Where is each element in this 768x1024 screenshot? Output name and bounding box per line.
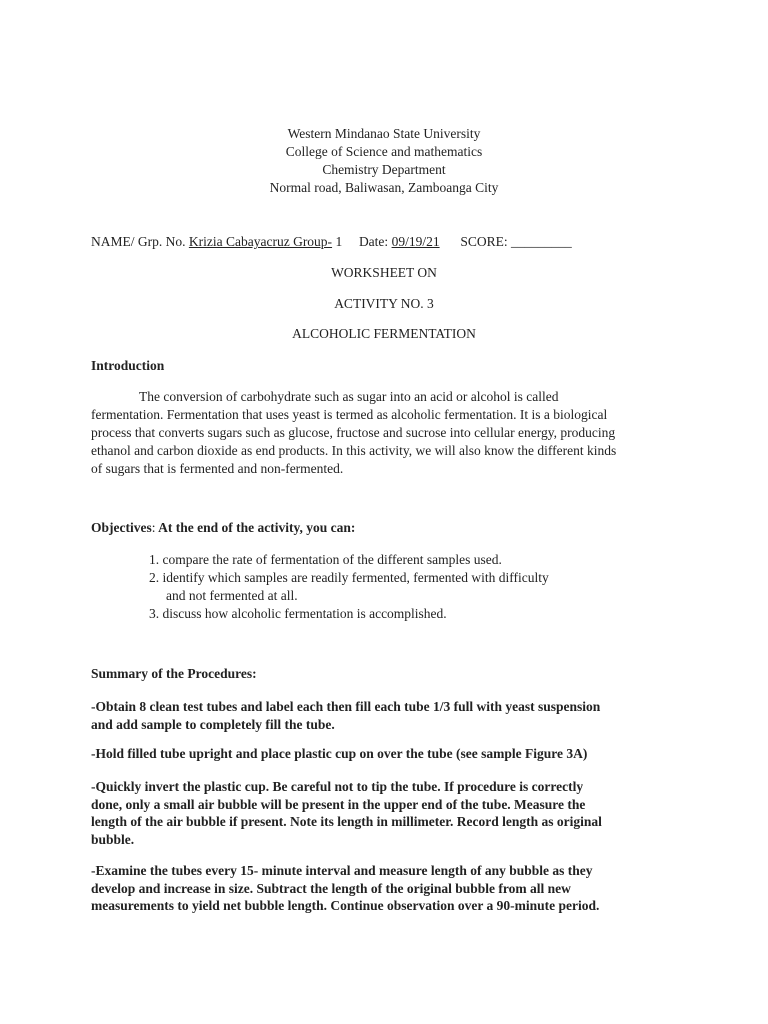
objective-item-1: 1. compare the rate of fermentation of the different samples used. [149, 552, 502, 567]
student-info-line [91, 234, 572, 250]
subject-title: ALCOHOLIC FERMENTATION [292, 326, 476, 341]
procedure-step-2 [91, 745, 587, 763]
worksheet-title: WORKSHEET ON [331, 265, 437, 280]
name-label: NAME/ Grp. No. [91, 234, 186, 249]
department-name: Chemistry Department [322, 162, 446, 177]
objectives-label: Objectives [91, 520, 152, 535]
objective-item-3: 3. discuss how alcoholic fermentation is accomplished. [149, 606, 447, 621]
university-address: Normal road, Baliwasan, Zamboanga City [269, 180, 499, 195]
name-value: Krizia Cabayacruz Group- [188, 234, 333, 249]
procedure-step-2-line-1: -Hold filled tube upright and place plastic cup on over the tube (see sample Figure 3A) [91, 746, 588, 761]
procedure-step-4-line-3: measurements to yield net bubble length. Continue observation over a 90-minute period. [91, 898, 600, 913]
procedure-step-4-line-1: -Examine the tubes every 15- minute interval and measure length of any bubble as they [91, 863, 593, 878]
activity-title: ACTIVITY NO. 3 [334, 296, 434, 311]
procedure-step-4-line-2: develop and increase in size. Subtract the length of the original bubble from all new [91, 880, 571, 896]
objective-item-2: 2. identify which samples are readily fermented, fermented with difficulty [149, 570, 549, 585]
intro-line-5: of sugars that is fermented and non-fermented. [91, 461, 344, 476]
introduction-heading: Introduction [91, 358, 165, 373]
objectives-colon: : [151, 520, 156, 535]
objective-item-2-cont: and not fermented at all. [166, 588, 298, 603]
procedure-step-3 [91, 778, 602, 848]
procedure-step-3-line-1: -Quickly invert the plastic cup. Be careful not to tip the tube. If procedure is correctly [91, 779, 584, 794]
date-value: 09/19/21 [391, 234, 440, 249]
intro-line-1: The conversion of carbohydrate such as sugar into an acid or alcohol is called [139, 389, 559, 404]
intro-line-2: fermentation. Fermentation that uses yeast is termed as alcoholic fermentation. It is a biological [91, 407, 608, 422]
group-number: 1 [335, 234, 343, 249]
university-name: Western Mindanao State University [287, 126, 481, 141]
procedures-heading: Summary of the Procedures: [91, 666, 257, 681]
procedure-step-3-line-3: length of the air bubble if present. Note its length in millimeter. Record length as original [91, 814, 602, 829]
date-label: Date: [358, 234, 389, 249]
objectives-heading [91, 520, 355, 536]
procedure-step-1-line-2: and add sample to completely fill the tube. [91, 716, 335, 732]
intro-line-3: process that converts sugars such as glucose, fructose and sucrose into cellular energy, producing [91, 425, 616, 440]
procedure-step-1-line-1: -Obtain 8 clean test tubes and label each then fill each tube 1/3 full with yeast suspension [91, 699, 601, 714]
procedure-step-4 [91, 862, 599, 915]
score-blank: _________ [510, 234, 572, 249]
score-label: SCORE: [460, 234, 508, 249]
procedure-step-3-line-2: done, only a small air bubble will be present in the upper end of the tube. Measure the [91, 796, 586, 812]
college-name: College of Science and mathematics [285, 144, 483, 159]
procedure-step-1 [91, 698, 600, 733]
objectives-lead: At the end of the activity, you can: [155, 520, 356, 535]
intro-line-4: ethanol and carbon dioxide as end products. In this activity, we will also know the different kinds [91, 443, 617, 458]
procedure-step-3-line-4: bubble. [91, 831, 135, 847]
